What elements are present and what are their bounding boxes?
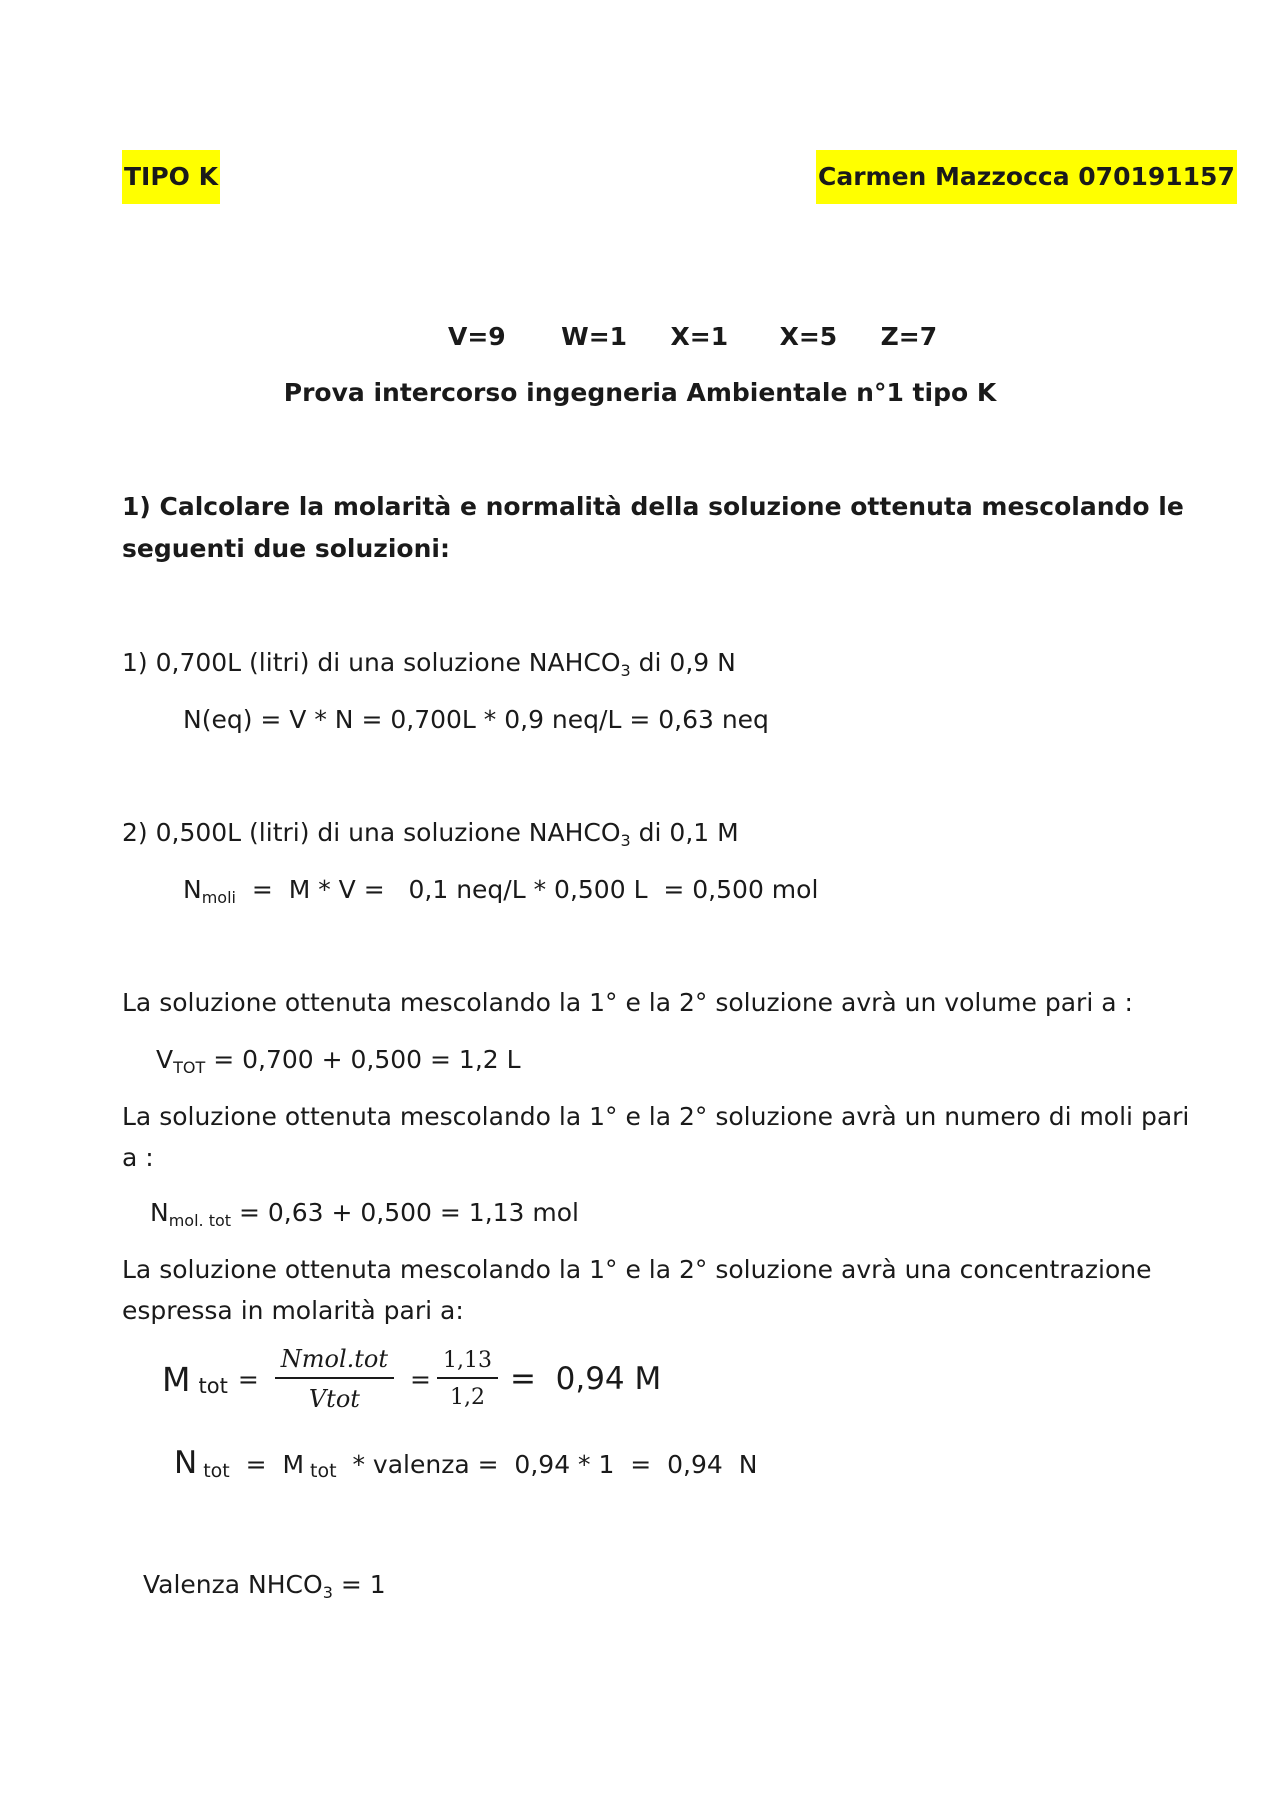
variables-row xyxy=(448,322,937,351)
variable-x1: X=1 xyxy=(670,322,729,351)
volume-text: La soluzione ottenuta mescolando la 1° e la 2° soluzione avrà un volume pari a : xyxy=(122,988,1133,1017)
numeric-fraction: $\frac{1,13}{1,2}$ xyxy=(437,1348,498,1410)
moles-over-volume-fraction: $\frac{\text{Nmol.tot}}{\text{Vtot}}$ xyxy=(275,1345,394,1413)
item-1-calculation: N(eq) = V * N = 0,700L * 0,9 neq/L = 0,63 neq xyxy=(183,705,769,734)
volume-calculation: $V_{TOT} = 0,700 + 0,500 = 1,2$ L xyxy=(156,1045,521,1077)
item-2-statement: 2) 0,500L (litri) di una soluzione $NAHCO_3$ di 0,1 M xyxy=(122,818,739,850)
question-line-2: seguenti due soluzioni: xyxy=(122,534,450,563)
valenza-note: Valenza $NHCO_3 = 1$ xyxy=(143,1570,386,1602)
item-2-calculation: $N_{moli} = M * V = 0,1$ neq/L * 0,500 L = 0,500 mol xyxy=(183,875,819,907)
author-label: Carmen Mazzocca 070191157 xyxy=(816,150,1237,204)
concentration-text-line-1: La soluzione ottenuta mescolando la 1° e la 2° soluzione avrà una concentrazione xyxy=(122,1255,1152,1284)
moles-calculation: $N_{mol. tot} = 0,63 + 0,500 = 1,13$ mol xyxy=(150,1198,579,1230)
question-line-1: 1) Calcolare la molarità e normalità della soluzione ottenuta mescolando le xyxy=(122,492,1184,521)
molarity-formula: M tot = $\frac{\text{Nmol.tot}}{\text{Vtot}}$ = $\frac{1,13}{1,2}$ = 0,94 M xyxy=(162,1345,662,1413)
moles-text-line-1: La soluzione ottenuta mescolando la 1° e la 2° soluzione avrà un numero di moli pari xyxy=(122,1102,1190,1131)
variable-w: W=1 xyxy=(561,322,628,351)
normality-formula: N tot = M tot * valenza = 0,94 * 1 = 0,94 N xyxy=(174,1445,758,1482)
variable-z: Z=7 xyxy=(880,322,938,351)
item-1-statement: 1) 0,700L (litri) di una soluzione $NAHCO_3$ di 0,9 N xyxy=(122,648,736,680)
tipo-label: TIPO K xyxy=(122,150,220,204)
variable-v: V=9 xyxy=(448,322,506,351)
document-title: Prova intercorso ingegneria Ambientale n°1 tipo K xyxy=(283,378,997,407)
concentration-text-line-2: espressa in molarità pari a: xyxy=(122,1296,464,1325)
moles-text-line-2: a : xyxy=(122,1143,154,1172)
variable-x5: X=5 xyxy=(779,322,838,351)
